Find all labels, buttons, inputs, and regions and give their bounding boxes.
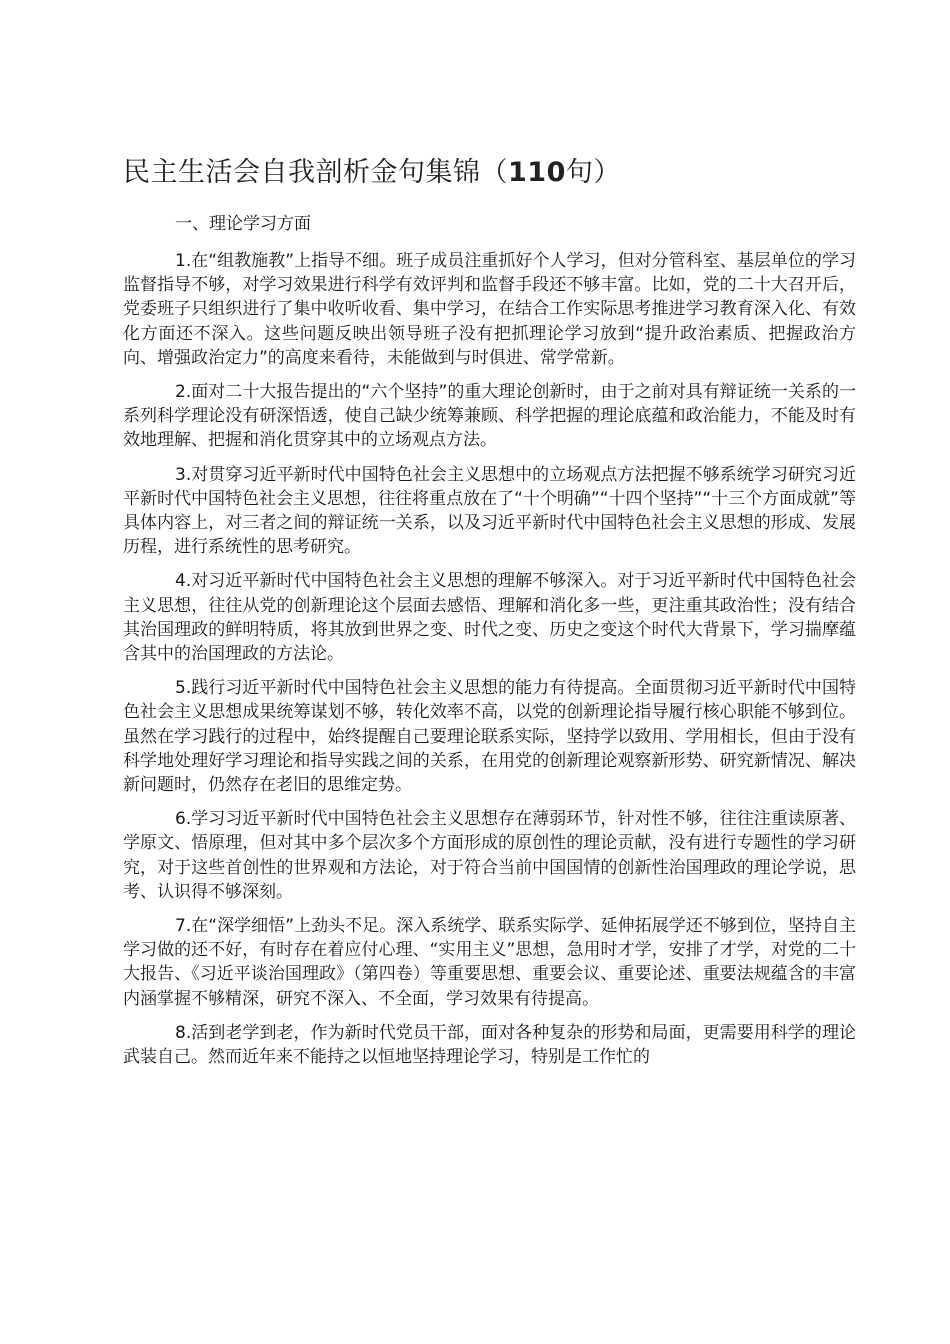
paragraph-4: 4.对习近平新时代中国特色社会主义思想的理解不够深入。对于习近平新时代中国特色社会主义思想，往往从党的创新理论这个层面去感悟、理解和消化多一些，更注重其政治性；没有结合其治国理政的鲜明特质，将其放到世界之变、时代之变、历史之变这个时代大背景下，学习揣摩蕴含其中的治国理政的方法论。: [123, 571, 856, 665]
paragraph-6: 6.学习习近平新时代中国特色社会主义思想存在薄弱环节，针对性不够，往往注重读原著、学原文、悟原理，但对其中多个层次多个方面形成的原创性的理论贡献，没有进行专题性的学习研究，对于这些首创性的世界观和方法论，对于符合当前中国国情的创新性治国理政的理论学说，思考、认识得不够深刻。: [123, 809, 856, 902]
paragraph-7: 7.在“深学细悟”上劲头不足。深入系统学、联系实际学、延伸拓展学还不够到位，坚持自主学习做的还不好，有时存在着应付心理、“实用主义”思想，急用时才学，安排了才学，对党的二十大报告、《习近平谈治国理政》（第四卷）等重要思想、重要会议、重要论述、重要法规蕴含的丰富内涵掌握不够精深，研究不深入、不全面，学习效果有待提高。: [123, 916, 856, 1009]
title-suffix: 句）: [565, 157, 621, 188]
document-title: [123, 155, 856, 191]
document-page: [123, 155, 856, 1079]
section-heading: 一、理论学习方面: [175, 214, 311, 234]
paragraph-3: 3.对贯穿习近平新时代中国特色社会主义思想中的立场观点方法把握不够系统学习研究习近平新时代中国特色社会主义思想，往往将重点放在了“十个明确”“十四个坚持”“十三个方面成就”等具体内容上，对三者之间的辩证统一关系，以及习近平新时代中国特色社会主义思想的形成、发展历程，进行系统性的思考研究。: [123, 464, 856, 558]
title-number: 110: [508, 157, 566, 188]
paragraph-1: 1.在“组教施教”上指导不细。班子成员注重抓好个人学习，但对分管科室、基层单位的学习监督指导不够，对学习效果进行科学有效评判和监督手段还不够丰富。比如，党的二十大召开后，党委班子只组织进行了集中收听收看、集中学习，在结合工作实际思考推进学习教育深入化、有效化方面还不深入。这些问题反映出领导班子没有把抓理论学习放到“提升政治素质、把握政治方向、增强政治定力”的高度来看待，未能做到与时俱进、常学常新。: [123, 251, 856, 368]
paragraph-5: 5.践行习近平新时代中国特色社会主义思想的能力有待提高。全面贯彻习近平新时代中国特色社会主义思想成果统筹谋划不够，转化效率不高，以党的创新理论指导履行核心职能不够到位。虽然在学习践行的过程中，始终提醒自己要理论联系实际，坚持学以致用、学用相长，但由于没有科学地处理好学习理论和指导实践之间的关系，在用党的创新理论观察新形势、研究新情况、解决新问题时，仍然存在老旧的思维定势。: [123, 678, 856, 796]
paragraph-2: 2.面对二十大报告提出的“六个坚持”的重大理论创新时，由于之前对具有辩证统一关系的一系列科学理论没有研深悟透，使自己缺少统筹兼顾、科学把握的理论底蕴和政治能力，不能及时有效地理解、把握和消化贯穿其中的立场观点方法。: [123, 382, 856, 451]
paragraph-8: 8.活到老学到老，作为新时代党员干部，面对各种复杂的形势和局面，更需要用科学的理论武装自己。然而近年来不能持之以恒地坚持理论学习，特别是工作忙的: [123, 1022, 856, 1068]
title-prefix: 民主生活会自我剖析金句集锦（: [123, 157, 508, 188]
